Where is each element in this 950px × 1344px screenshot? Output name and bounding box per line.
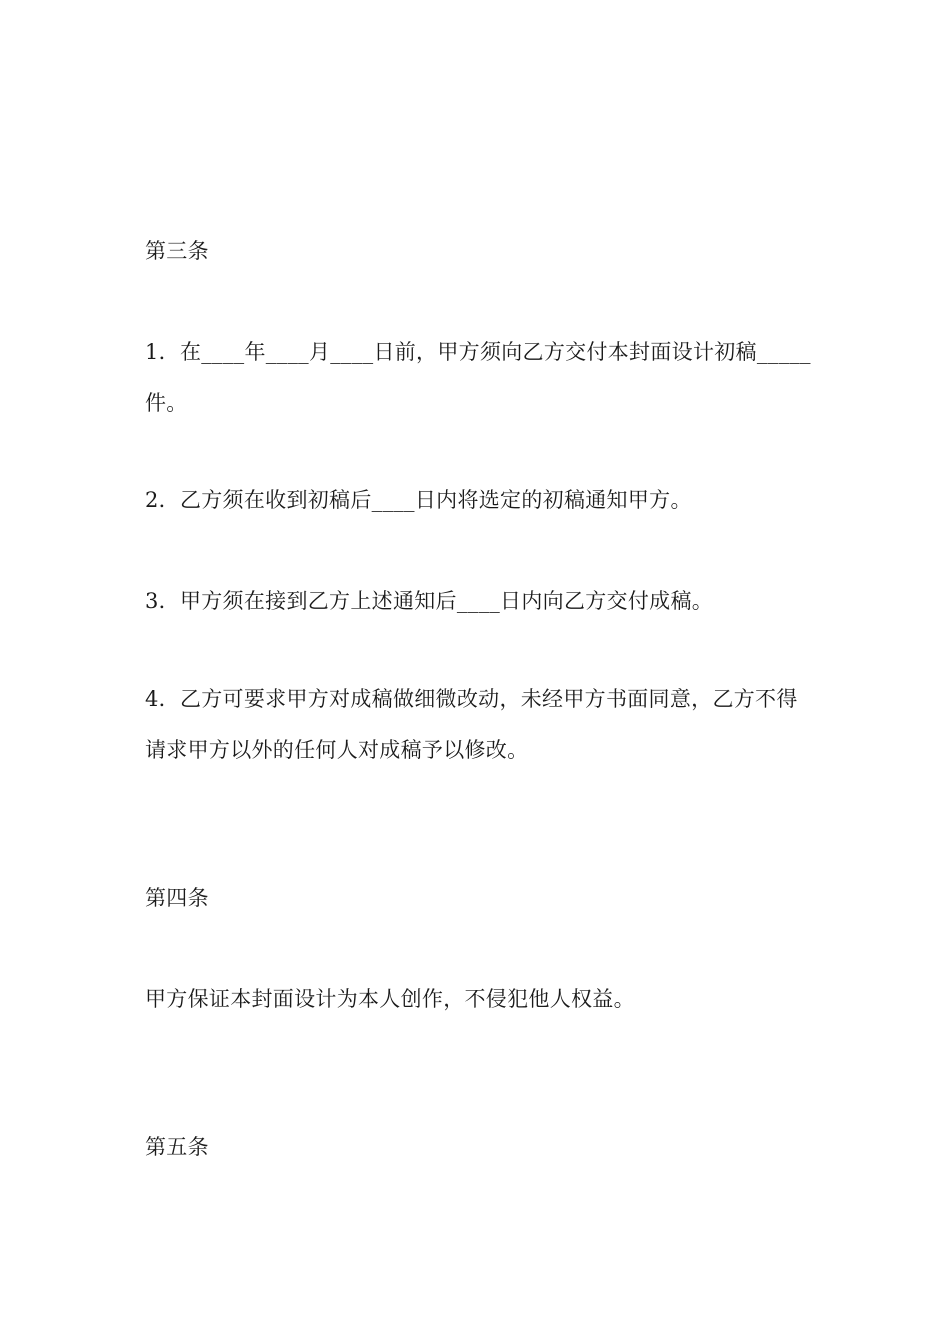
article-4-body: 甲方保证本封面设计为本人创作，不侵犯他人权益。 [145, 987, 635, 1011]
article-3-clause-3: 3．甲方须在接到乙方上述通知后____日内向乙方交付成稿。 [145, 589, 714, 613]
article-4-heading: 第四条 [145, 886, 209, 910]
article-3-clause-4: 4．乙方可要求甲方对成稿做细微改动，未经甲方书面同意，乙方不得请求甲方以外的任何人对成稿予以修改。 [145, 687, 798, 762]
article-3-heading: 第三条 [145, 239, 209, 263]
article-5-heading: 第五条 [145, 1135, 209, 1159]
article-3-clause-1: 1．在____年____月____日前，甲方须向乙方交付本封面设计初稿_____件。 [145, 340, 811, 415]
article-3-clause-2: 2．乙方须在收到初稿后____日内将选定的初稿通知甲方。 [145, 488, 692, 512]
